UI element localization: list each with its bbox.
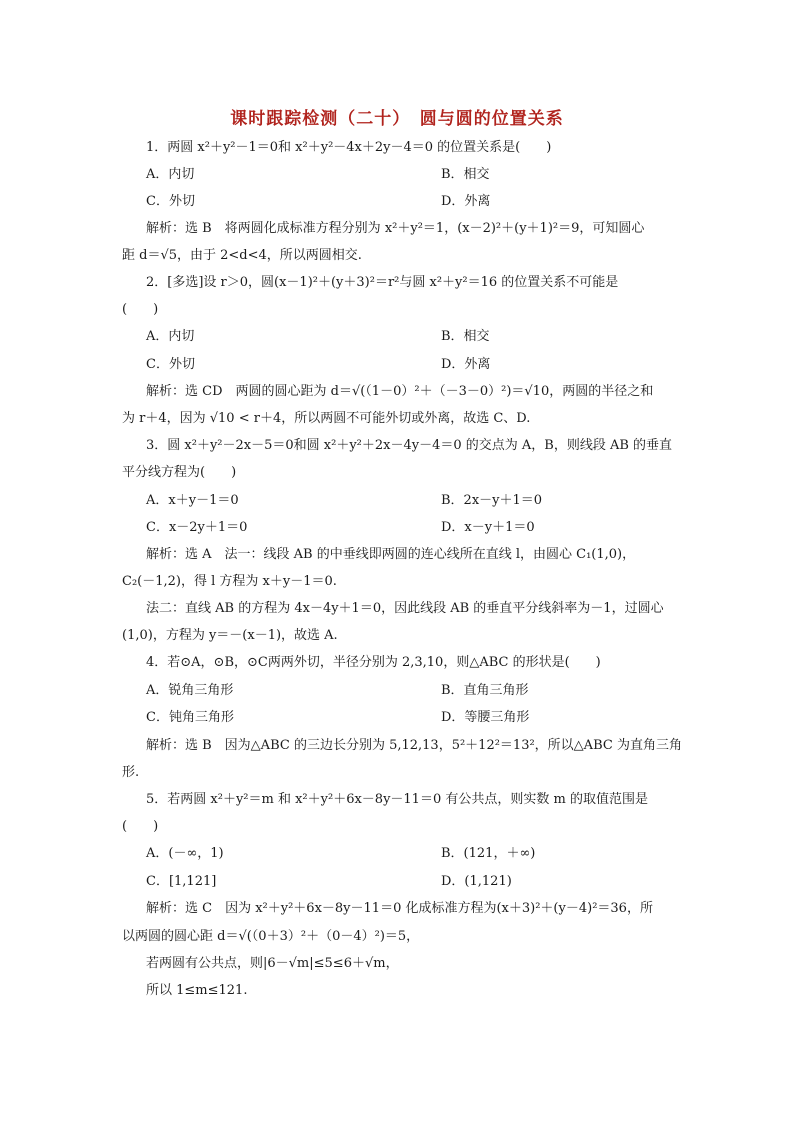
q2-option-b: B．相交: [441, 329, 490, 344]
q4-option-c: C．钝角三角形: [146, 710, 234, 725]
q5-stem-line-2: ( ): [122, 819, 159, 834]
q3-option-d: D．x－y＋1＝0: [441, 520, 535, 535]
q5-option-a: A．(－∞，1): [146, 846, 224, 861]
q4-option-b: B．直角三角形: [441, 683, 529, 698]
q5-analysis-line-4: 所以 1≤m≤121.: [146, 983, 248, 998]
q4-stem: 4．若⊙A，⊙B，⊙C两两外切，半径分别为 2,3,10，则△ABC 的形状是( ): [146, 655, 601, 670]
q4-option-d: D．等腰三角形: [441, 710, 530, 725]
q4-analysis-line-2: 形.: [122, 765, 140, 780]
q1-option-b: B．相交: [441, 167, 490, 182]
q1-option-c: C．外切: [146, 194, 195, 209]
q1-analysis-line-2: 距 d＝√5，由于 2<d<4，所以两圆相交.: [122, 248, 362, 263]
q1-analysis-line-1: 解析：选 B 将两圆化成标准方程分别为 x²＋y²＝1，(x－2)²＋(y＋1)²＝9，可知圆心: [146, 221, 645, 236]
q3-analysis-line-4: (1,0)，方程为 y＝－(x－1)，故选 A.: [122, 628, 338, 643]
q5-option-d: D．(1,121): [441, 874, 512, 889]
q2-analysis-line-1: 解析：选 CD 两圆的圆心距为 d＝√(（1－0）²＋（－3－0）²)＝√10，两圆的半径之和: [146, 384, 654, 399]
q2-option-d: D．外离: [441, 357, 491, 372]
q3-stem-line-2: 平分线方程为( ): [122, 465, 237, 480]
q5-option-b: B．(121，＋∞): [441, 846, 536, 861]
q2-option-c: C．外切: [146, 357, 195, 372]
q2-stem-line-2: ( ): [122, 302, 159, 317]
q3-analysis-line-3: 法二：直线 AB 的方程为 4x－4y＋1＝0，因此线段 AB 的垂直平分线斜率为－1，过圆心: [146, 601, 664, 616]
page-title: 课时跟踪检测（二十） 圆与圆的位置关系: [230, 109, 564, 129]
q5-option-c: C．[1,121]: [146, 874, 217, 889]
q2-option-a: A．内切: [146, 329, 195, 344]
q2-stem-line-1: 2．[多选]设 r＞0，圆(x－1)²＋(y＋3)²＝r²与圆 x²＋y²＝16 的位置关系不可能是: [146, 275, 619, 290]
q3-analysis-line-2: C₂(－1,2)，得 l 方程为 x＋y－1＝0.: [122, 574, 337, 589]
q2-analysis-line-2: 为 r＋4，因为 √10 < r＋4，所以两圆不可能外切或外离，故选 C、D.: [122, 411, 531, 426]
q5-analysis-line-2: 以两圆的圆心距 d＝√(（0＋3）²＋（0－4）²)＝5，: [122, 929, 420, 944]
q4-analysis-line-1: 解析：选 B 因为△ABC 的三边长分别为 5,12,13，5²＋12²＝13²，所以△ABC 为直角三角: [146, 738, 682, 753]
q5-analysis-line-3: 若两圆有公共点，则|6－√m|≤5≤6＋√m，: [146, 956, 399, 971]
q3-analysis-line-1: 解析：选 A 法一：线段 AB 的中垂线即两圆的连心线所在直线 l，由圆心 C₁(1,0)，: [146, 547, 636, 562]
q1-stem: 1．两圆 x²＋y²－1＝0和 x²＋y²－4x＋2y－4＝0 的位置关系是( ): [146, 140, 552, 155]
q3-option-c: C．x－2y＋1＝0: [146, 520, 248, 535]
q3-option-b: B．2x－y＋1＝0: [441, 493, 543, 508]
q1-option-d: D．外离: [441, 194, 491, 209]
q4-option-a: A．锐角三角形: [146, 683, 234, 698]
q5-stem-line-1: 5．若两圆 x²＋y²＝m 和 x²＋y²＋6x－8y－11＝0 有公共点，则实数 m 的取值范围是: [146, 792, 648, 807]
q3-stem-line-1: 3．圆 x²＋y²－2x－5＝0和圆 x²＋y²＋2x－4y－4＝0 的交点为 A，B，则线段 AB 的垂直: [146, 438, 673, 453]
q1-option-a: A．内切: [146, 167, 195, 182]
q3-option-a: A．x＋y－1＝0: [146, 493, 239, 508]
q5-analysis-line-1: 解析：选 C 因为 x²＋y²＋6x－8y－11＝0 化成标准方程为(x＋3)²＋(y－4)²＝36，所: [146, 901, 653, 916]
